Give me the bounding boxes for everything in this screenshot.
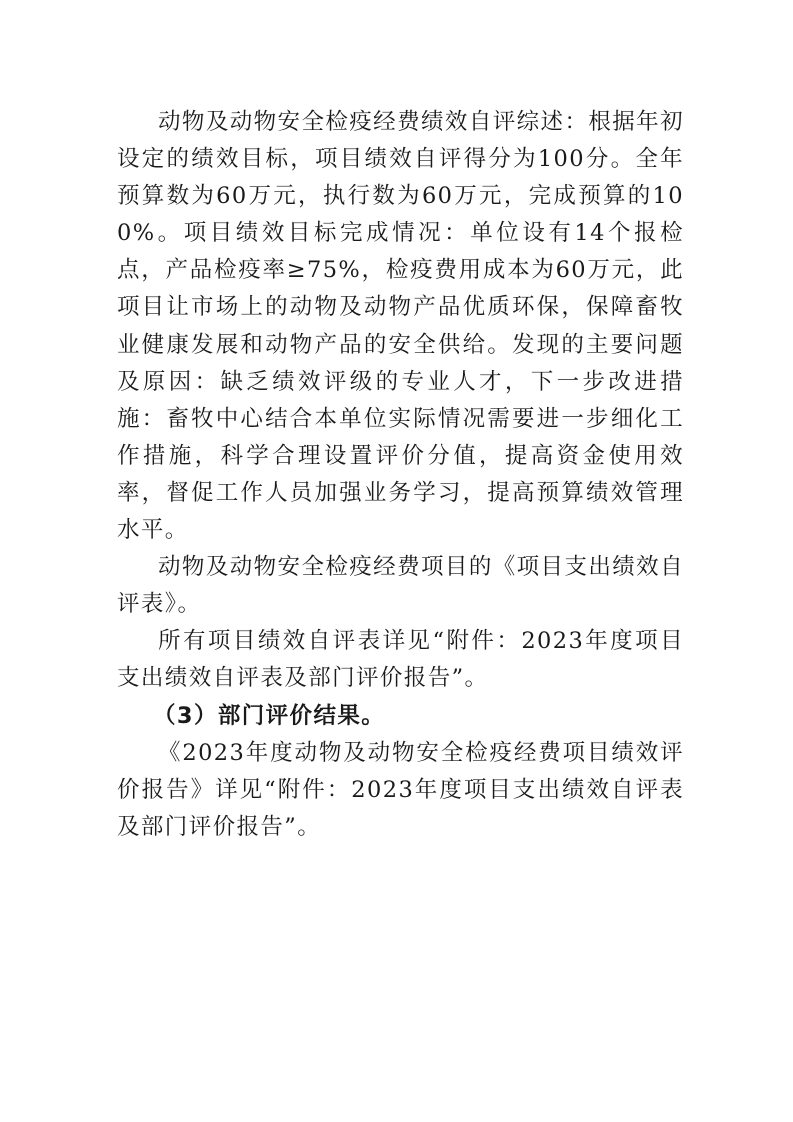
all-tables-reference-paragraph: 所有项目绩效自评表详见“附件：2023年度项目支出绩效自评表及部门评价报告”。 — [117, 628, 684, 692]
document-body — [117, 104, 684, 846]
department-report-reference-paragraph: 《2023年度动物及动物安全检疫经费项目绩效评价报告》详见“附件：2023年度项目支出绩效自评表及部门评价报告”。 — [117, 739, 684, 840]
summary-paragraph: 动物及动物安全检疫经费绩效自评综述：根据年初设定的绩效目标，项目绩效自评得分为100分。全年预算数为60万元，执行数为60万元，完成预算的100%。项目绩效目标完成情况：单位设有14个报检点，产品检疫率≥75%，检疫费用成本为60万元，此项目让市场上的动物及动物产品优质环保，保障畜牧业健康发展和动物产品的安全供给。发现的主要问题及原因：缺乏绩效评级的专业人才，下一步改进措施：畜牧中心结合本单位实际情况需要进一步细化工作措施，科学合理设置评价分值，提高资金使用效率，督促工作人员加强业务学习，提高预算绩效管理水平。 — [117, 109, 684, 544]
project-table-reference-paragraph: 动物及动物安全检疫经费项目的《项目支出绩效自评表》。 — [117, 554, 684, 618]
section-heading: （3）部门评价结果。 — [153, 702, 386, 729]
